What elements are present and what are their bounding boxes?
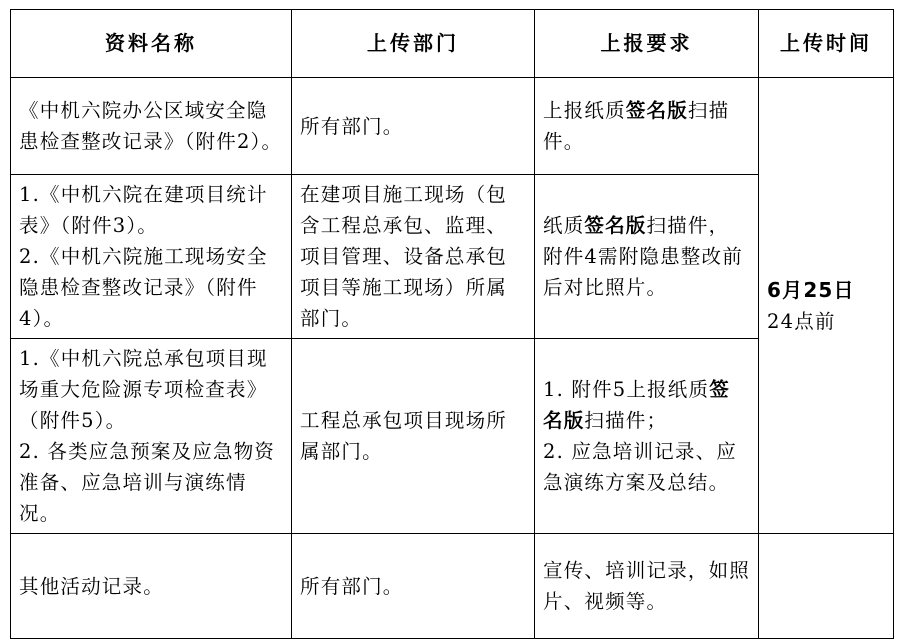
requirement-cell: 宣传、培训记录，如照片、视频等。 [535, 534, 759, 639]
material-line: 2.《中机六院施工现场安全隐患检查整改记录》（附件4）。 [19, 245, 268, 330]
material-line: 其他活动记录。 [19, 574, 164, 598]
requirement-cell: 纸质签名版扫描件，附件4需附隐患整改前后对比照片。 [535, 175, 759, 339]
department-cell: 所有部门。 [292, 78, 535, 175]
header-material-name: 资料名称 [11, 10, 292, 78]
deadline-cell [759, 78, 894, 534]
header-row [11, 10, 894, 78]
signature-emphasis: 签名版 [625, 99, 688, 122]
material-line: 1.《中机六院在建项目统计表》（附件3）。 [19, 183, 268, 237]
material-cell [11, 78, 292, 175]
material-cell [11, 175, 292, 339]
signature-emphasis: 签名版 [543, 378, 730, 432]
header-report-requirement: 上报要求 [535, 10, 759, 78]
header-upload-department: 上传部门 [292, 10, 535, 78]
table-row [11, 78, 894, 175]
header-upload-time: 上传时间 [759, 10, 894, 78]
table-row [11, 534, 894, 639]
requirement-cell: 上报纸质签名版扫描件。 [535, 78, 759, 175]
empty-time-cell [759, 534, 894, 639]
material-line: 《中机六院办公区域安全隐患检查整改记录》（附件2）。 [19, 99, 283, 153]
material-line: 1.《中机六院总承包项目现场重大危险源专项检查表》（附件5）。 [19, 347, 268, 432]
material-cell [11, 339, 292, 534]
requirement-line: 2. 应急培训记录、应急演练方案及总结。 [543, 440, 738, 494]
document-table [10, 9, 894, 639]
material-cell [11, 534, 292, 639]
requirement-cell [535, 339, 759, 534]
department-cell: 所有部门。 [292, 534, 535, 639]
department-cell: 在建项目施工现场（包含工程总承包、监理、项目管理、设备总承包项目等施工现场）所属部门。 [292, 175, 535, 339]
department-cell: 工程总承包项目现场所属部门。 [292, 339, 535, 534]
material-line: 2. 各类应急预案及应急物资准备、应急培训与演练情况。 [19, 440, 276, 525]
deadline-time: 24点前 [767, 309, 836, 333]
signature-emphasis: 签名版 [584, 214, 647, 237]
deadline-date: 6月25日 [767, 277, 855, 302]
requirement-line: 1. 附件5上报纸质签名版扫描件； [543, 378, 730, 432]
